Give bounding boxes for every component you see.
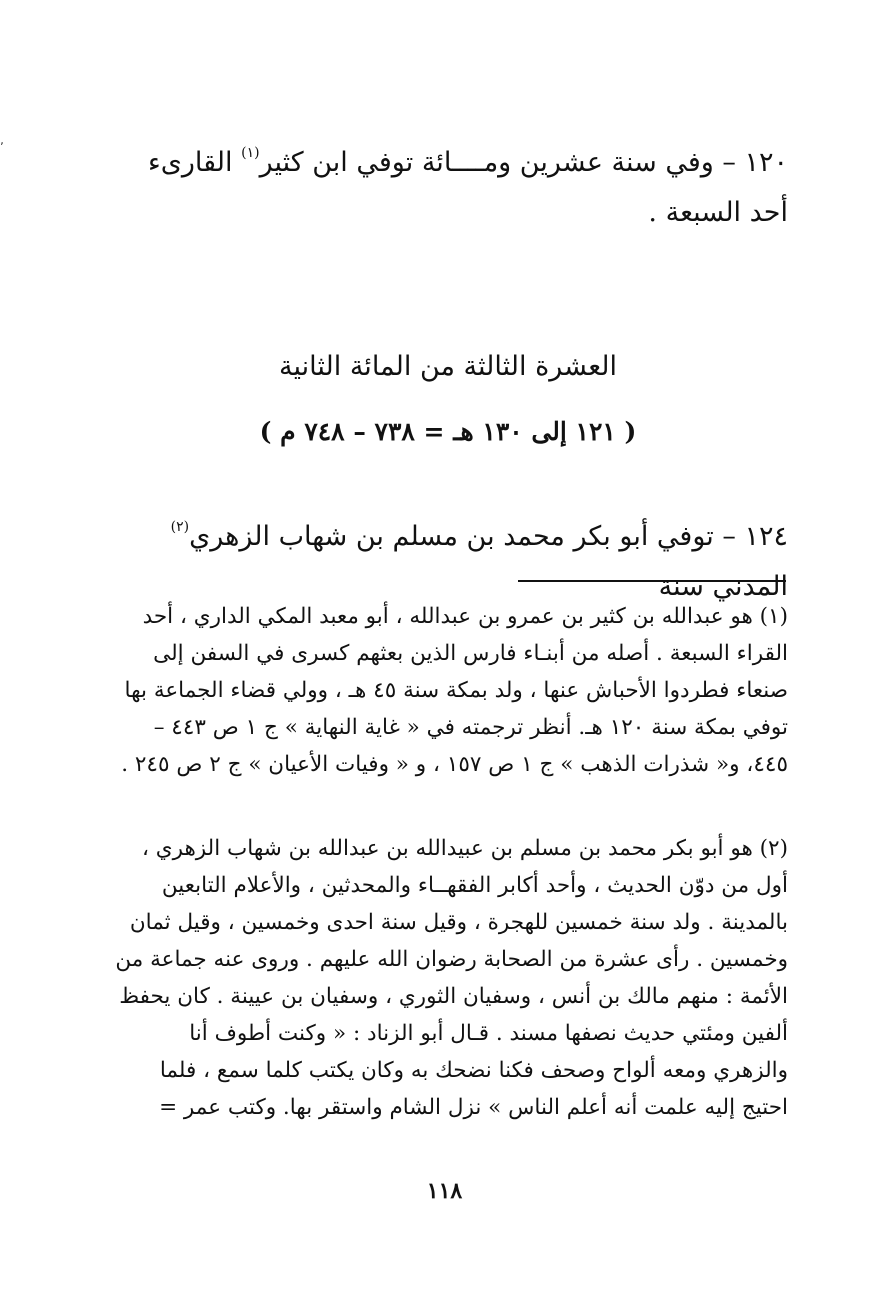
footnote-marker: (١) [759, 604, 788, 629]
entry-124 [108, 512, 788, 612]
section-title: العشرة الثالثة من المائة الثانية [279, 351, 617, 382]
footnote-ref[interactable]: (١) [241, 145, 260, 161]
footnote-text: هو أبو بكر محمد بن مسلم بن عبيدالله بن عبدالله بن شهاب الزهري ، أول من دوّن الحديث ، وأحد أكابر الفقهــاء والمحدثين ، والأعلام التابعين بالمدينة . ولد سنة خمسين للهجرة ، وقيل سنة احدى وخمسين ، وقيل ثمان وخمسين . رأى عشرة من الصحابة رضوان الله عليهم . وروى عنه جماعة من الأئمة : منهم مالك بن أنس ، وسفيان الثوري ، وسفيان بن عيينة . كان يحفظ ألفين ومئتي حديث نصفها مسند . قـال أبو الزناد : « وكنت أطوف أنا والزهري ومعه ألواح وصحف فكنا نضحك به وكان يكتب كلما سمع ، فلما احتيج إليه علمت أنه أعلم الناس » نزل الشام واستقر بها. وكتب عمر = [115, 836, 788, 1120]
page-number: ١١٨ [426, 1178, 463, 1204]
entry-dash: – [722, 147, 736, 178]
entry-text-continued: القارىء أحد السبعة . [148, 147, 788, 228]
footnote-ref[interactable]: (٢) [170, 519, 190, 535]
footnote-separator [518, 580, 786, 582]
entry-number: ١٢٤ [744, 521, 788, 552]
footnote-marker: (٢) [759, 836, 788, 861]
entry-text-continued: المدني سنة [658, 571, 788, 602]
entry-text: وفي سنة عشرين ومــــائة توفي ابن كثير [259, 147, 714, 178]
footnote-2 [108, 830, 788, 1126]
entry-text: توفي أبو بكر محمد بن مسلم بن شهاب الزهري [189, 521, 714, 552]
footnote-text: هو عبدالله بن كثير بن عمرو بن عبدالله ، أبو معبد المكي الداري ، أحد القراء السبعة . أصله من أبنـاء فارس الذين بعثهم كسرى في السفن إلى صنعاء فطردوا الأحباش عنها ، ولد بمكة سنة ٤٥ هـ ، وولي قضاء الجماعة بها توفي بمكة سنة ١٢٠ هـ. أنظر ترجمته في « غاية النهاية » ج ١ ص ٤٤٣ – ٤٤٥، و« شذرات الذهب » ج ١ ص ١٥٧ ، و « وفيات الأعيان » ج ٢ ص ٢٤٥ . [121, 604, 788, 777]
entry-number: ١٢٠ [744, 147, 788, 178]
entry-120 [108, 138, 788, 238]
margin-mark: ٬ [0, 140, 4, 154]
footnote-1 [108, 598, 788, 783]
section-date-range: ( ١٢١ إلى ١٣٠ هـ = ٧٣٨ – ٧٤٨ م ) [259, 417, 637, 446]
entry-dash: – [722, 521, 736, 552]
